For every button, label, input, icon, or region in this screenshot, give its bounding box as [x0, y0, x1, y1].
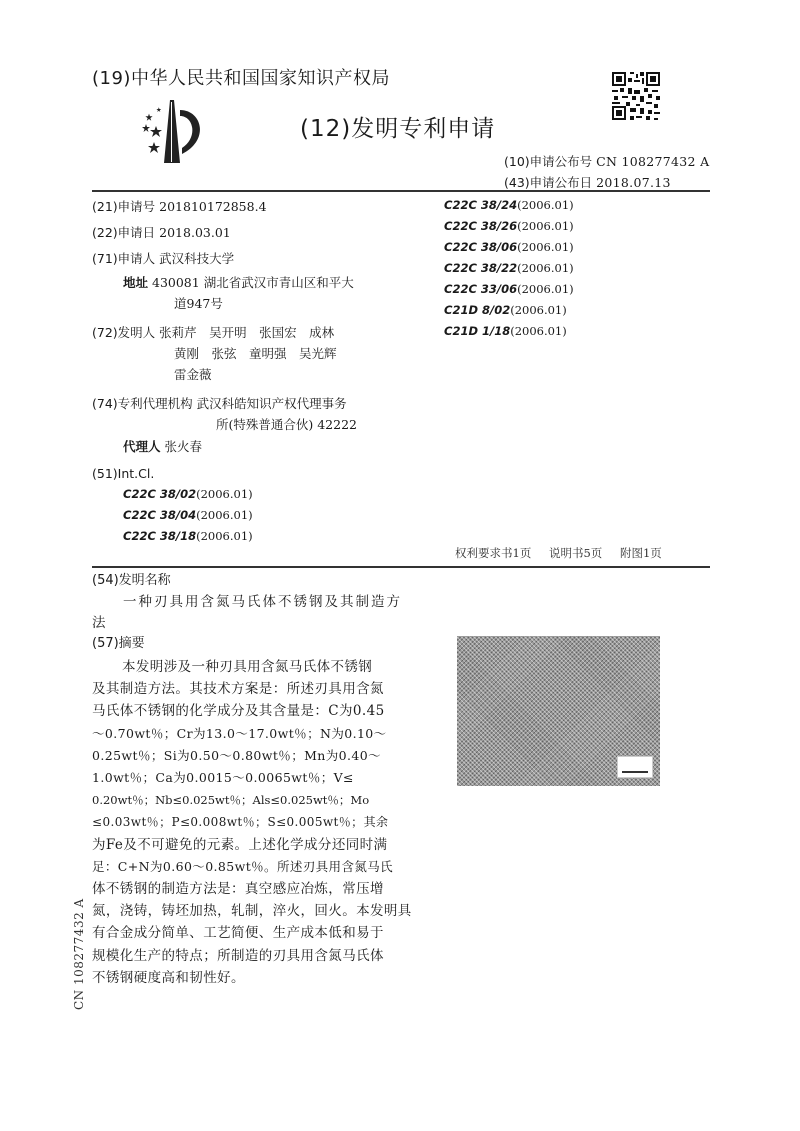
- address-line-1: 430081 湖北省武汉市青山区和平大: [152, 275, 354, 290]
- agency-field: [92, 393, 347, 414]
- applicant-label: (71)申请人: [92, 251, 156, 266]
- int-cl-code: C22C 38/04: [123, 508, 197, 522]
- abstract-label: (57)摘要: [92, 636, 145, 651]
- int-cl-version: (2006.01): [517, 261, 574, 275]
- abstract-line: 及其制造方法。其技术方案是：所述刃具用含氮: [92, 681, 384, 698]
- abstract-figure-micrograph: [457, 636, 660, 786]
- inventors-label: (72)发明人: [92, 325, 156, 340]
- abstract-line: 为Fe及不可避免的元素。上述化学成分还同时满: [92, 836, 388, 853]
- int-cl-code: C21D 1/18: [444, 324, 511, 338]
- int-cl-item: [123, 526, 253, 547]
- int-cl-code: C22C 38/18: [123, 529, 197, 543]
- publication-date-row: [504, 173, 671, 191]
- applicant: 武汉科技大学: [159, 251, 235, 266]
- int-cl-version: (2006.01): [517, 219, 574, 233]
- int-cl-code: C21D 8/02: [444, 303, 511, 317]
- agent-label: 代理人: [123, 439, 161, 454]
- abstract-line: 0.25wt％；Si为0.50～0.80wt％；Mn为0.40～: [92, 747, 381, 763]
- int-cl-right-list: [444, 195, 574, 342]
- inventors-line-3: 雷金薇: [174, 367, 212, 382]
- int-cl-item: [444, 321, 574, 342]
- application-number-field: [92, 196, 267, 217]
- title-label: (54)发明名称: [92, 573, 171, 588]
- int-cl-item: [444, 216, 574, 237]
- int-cl-code: C22C 33/06: [444, 282, 518, 296]
- int-cl-item: [444, 300, 574, 321]
- cnipa-logo-icon: [130, 88, 210, 168]
- description-page-count: 说明书5页: [548, 546, 603, 560]
- abstract-line: 1.0wt％；Ca为0.0015～0.0065wt％；V≤: [92, 770, 354, 786]
- int-cl-label: (51)Int.Cl.: [92, 466, 155, 481]
- abstract-line: 本发明涉及一种刃具用含氮马氏体不锈钢: [122, 659, 373, 675]
- int-cl-code: C22C 38/26: [444, 219, 518, 233]
- page-counts: [455, 545, 676, 561]
- address-line-2: 道947号: [174, 296, 223, 311]
- abstract-line: 规模化生产的特点；所制造的刃具用含氮马氏体: [92, 947, 384, 964]
- publication-number-label: (10)申请公布号: [504, 154, 593, 169]
- int-cl-version: (2006.01): [517, 282, 574, 296]
- abstract-body: [92, 656, 432, 989]
- qr-code-icon: [610, 70, 662, 122]
- int-cl-item: [444, 237, 574, 258]
- agency-line-2: 所(特殊普通合伙) 42222: [216, 417, 357, 432]
- applicant-field: [92, 248, 234, 269]
- int-cl-item: [123, 505, 253, 526]
- agent: 张火春: [164, 439, 203, 454]
- agent-field: [123, 436, 202, 457]
- inventors-line-2: 黄刚 张弦 童明强 吴光辉: [174, 346, 337, 361]
- inventors-line-1: 张莉芹 吴开明 张国宏 成林: [159, 325, 335, 340]
- application-number-label: (21)申请号: [92, 199, 156, 214]
- publication-number: CN 108277432 A: [596, 154, 710, 169]
- abstract-line: 马氏体不锈钢的化学成分及其含量是：C为0.45: [92, 703, 385, 720]
- header-divider: [92, 190, 710, 192]
- application-number: 201810172858.4: [159, 199, 267, 214]
- inventors-field: [92, 322, 334, 343]
- int-cl-version: (2006.01): [196, 487, 253, 501]
- abstract-line: 不锈钢硬度高和韧性好。: [92, 969, 245, 986]
- side-publication-number: CN 108277432 A: [72, 898, 86, 1010]
- int-cl-item: [444, 195, 574, 216]
- document-type-title: (12)发明专利申请: [300, 116, 496, 142]
- int-cl-version: (2006.01): [196, 508, 253, 522]
- address-field: [123, 272, 354, 293]
- int-cl-item: [444, 279, 574, 300]
- int-cl-code: C22C 38/24: [444, 198, 518, 212]
- abstract-line: ≤0.03wt％；P≤0.008wt％；S≤0.005wt％；其余: [92, 815, 389, 830]
- abstract-line: 体不锈钢的制造方法是：真空感应冶炼，常压增: [92, 881, 384, 898]
- publication-date: 2018.07.13: [596, 175, 671, 190]
- int-cl-code: C22C 38/22: [444, 261, 518, 275]
- int-cl-version: (2006.01): [517, 240, 574, 254]
- abstract-line: 有合金成分简单、工艺简便、生产成本低和易于: [92, 925, 384, 942]
- abstract-line: ～0.70wt％；Cr为13.0～17.0wt％；N为0.10～: [92, 725, 387, 741]
- int-cl-version: (2006.01): [517, 198, 574, 212]
- invention-title-line-1: 一种刃具用含氮马氏体不锈钢及其制造方: [123, 594, 402, 610]
- publication-number-row: [504, 152, 709, 170]
- address-label: 地址: [123, 275, 149, 290]
- int-cl-left-list: [123, 484, 253, 547]
- biblio-divider: [92, 566, 710, 568]
- agency-line-1: 武汉科皓知识产权代理事务: [196, 396, 347, 411]
- agency-label: (74)专利代理机构: [92, 396, 193, 411]
- filing-date-label: (22)申请日: [92, 225, 156, 240]
- filing-date-field: [92, 222, 231, 243]
- filing-date: 2018.03.01: [159, 225, 231, 240]
- int-cl-code: C22C 38/06: [444, 240, 518, 254]
- int-cl-version: (2006.01): [196, 529, 253, 543]
- int-cl-version: (2006.01): [510, 303, 567, 317]
- office-name: (19)中华人民共和国国家知识产权局: [92, 68, 390, 89]
- abstract-line: 氮，浇铸，铸坯加热，轧制，淬火，回火。本发明具: [92, 903, 412, 920]
- int-cl-item: [444, 258, 574, 279]
- int-cl-code: C22C 38/02: [123, 487, 197, 501]
- invention-title-line-2: 法: [92, 615, 106, 631]
- int-cl-version: (2006.01): [510, 324, 567, 338]
- abstract-line: 足：C+N为0.60～0.85wt％。所述刃具用含氮马氏: [92, 858, 394, 874]
- scale-bar-icon: [617, 756, 653, 778]
- claims-page-count: 权利要求书1页: [455, 546, 532, 560]
- int-cl-item: [123, 484, 253, 505]
- drawings-page-count: 附图1页: [619, 546, 662, 560]
- abstract-line: 0.20wt％；Nb≤0.025wt％；Als≤0.025wt％；Mo: [92, 793, 370, 808]
- publication-date-label: (43)申请公布日: [504, 175, 593, 190]
